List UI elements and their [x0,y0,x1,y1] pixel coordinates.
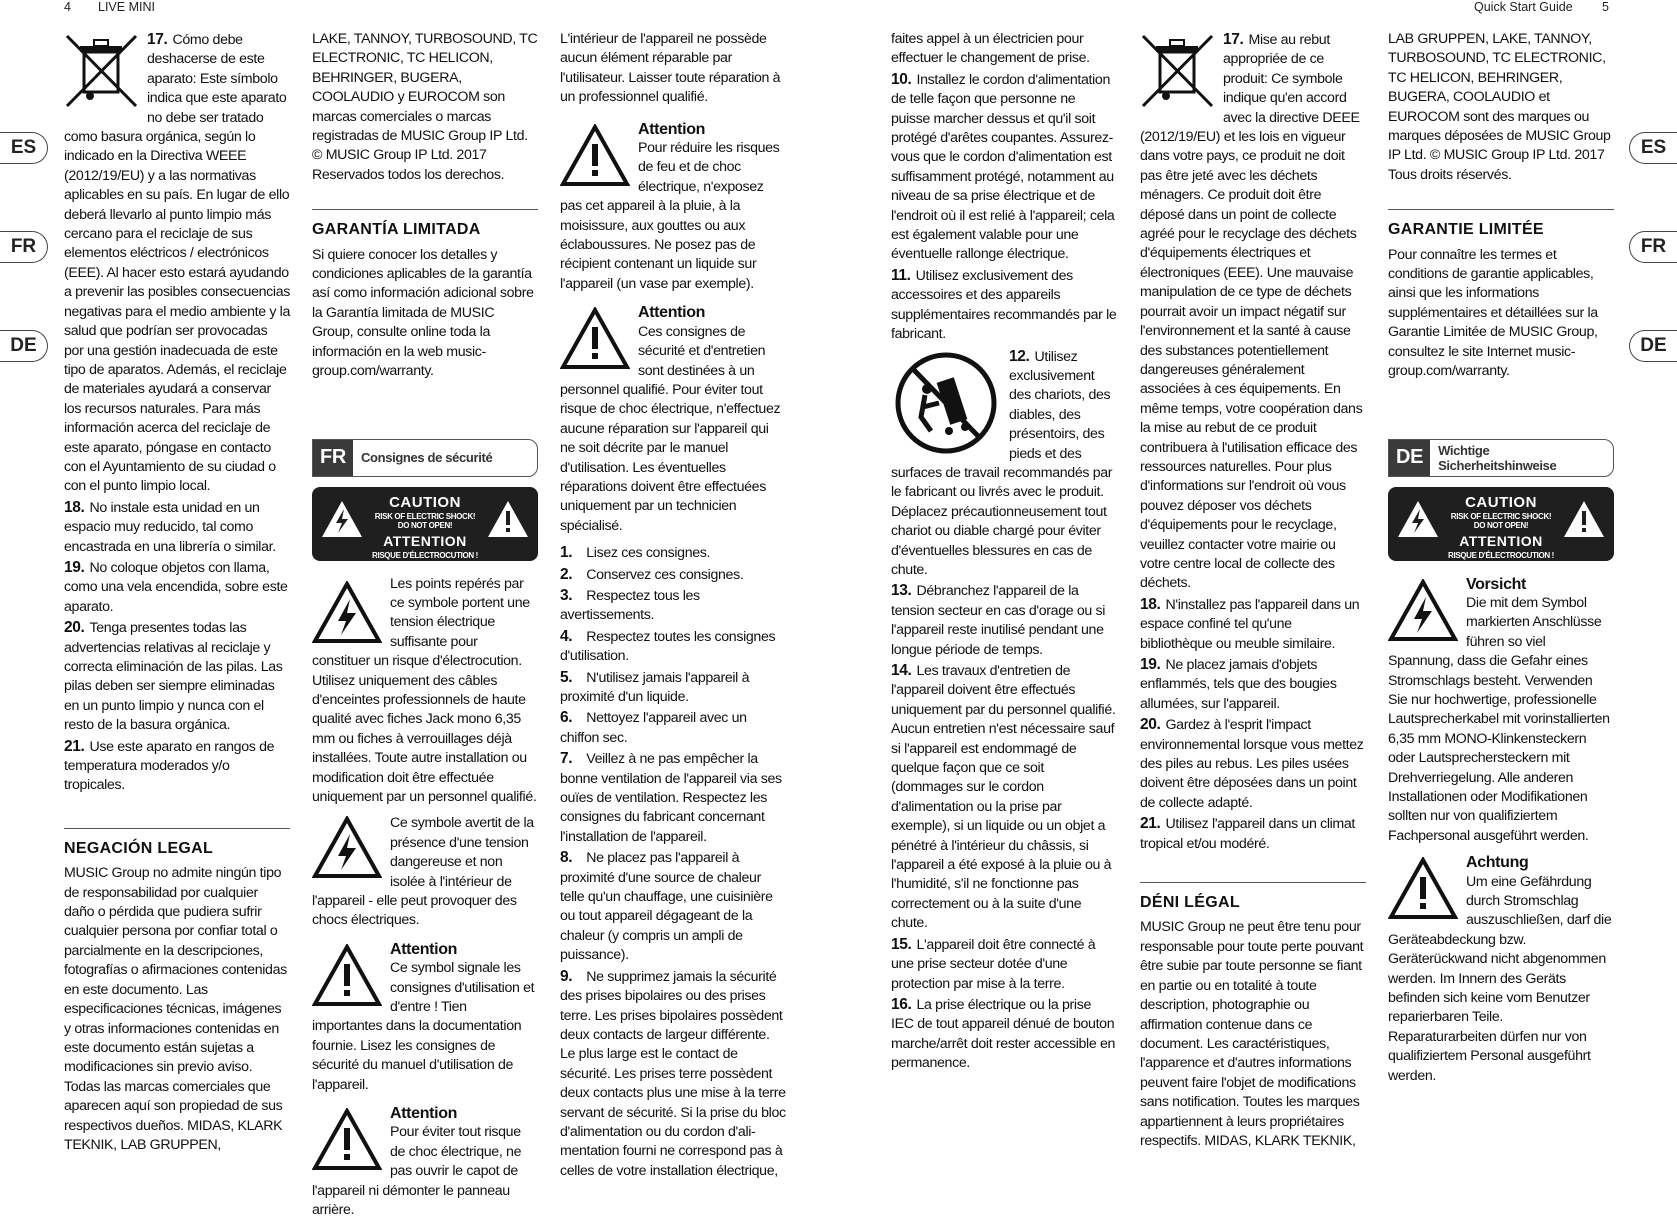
lightning-warning-icon [312,816,382,880]
attention-text: Pour réduire les risques de feu et de choc électrique, n'exposez pas cet appareil à la pluie, à la moisissure, aux gouttes ou aux éclaboussures. Ne posez pas de récipient contenant un liquide sur l'appareil (un vase par exemple). [560,140,780,292]
item-18-number: 18. [64,498,85,516]
disclaimer-text: MUSIC Group no admite ningún tipo de responsabilidad por cualquier daño o pérdida que pudiera sufrir cualquier persona por confiar total o parcialmente en la descripciones, fotografías o afirmaciones contenidas en este documento. Las especificaciones técnicas, imágenes y otras informaciones contenidas en este documento están sujetas a modificaciones sin previo aviso. Todas las marcas comerciales que aparecen aquí son propiedad de sus respectivos dueños. MIDAS, KLARK TEKNIK, LAB GRUPPEN, [64,865,287,1153]
caution-subtitle: RISK OF ELECTRIC SHOCK! [1450,511,1552,521]
warranty-text: Si quiere conocer los detalles y condiciones aplicables de la garantía así como información adicional sobre la Garantía limitada de MUSIC Group, consulte online toda la información en la web music-group.com/warranty. [312,246,534,380]
warranty-heading: GARANTIE LIMITÉE [1388,221,1544,239]
caution-title: CAUTION [1465,493,1537,511]
list-item-number: 4. [560,627,573,645]
list-item-number: 6. [560,709,573,727]
trademark-text: LAB GRUPPEN, LAKE, TANNOY, TURBOSOUND, TC ELECTRONIC, TC HELICON, BEHRINGER, BUGERA, COOLAUDIO et EUROCOM sont des marques ou marques déposées de MUSIC Group IP Ltd. © MUSIC Group IP Ltd. 2017 Tous droits réservés. [1388,31,1611,183]
exclamation-warning-icon [312,944,382,1008]
symbol-paragraph-2: Ce symbole avertit de la présence d'une tension dangereuse et non isolée à l'intérieur de l'appareil - elle peut provoquer des chocs électriques. [312,815,534,929]
list-item-text: Nettoyez l'appareil avec un chiffon sec. [560,710,747,746]
list-item-number: 1. [560,544,573,562]
attention-heading: Attention [638,120,706,138]
side-tab-fr-left[interactable]: FR [0,231,48,263]
list-item-number: 5. [560,668,573,686]
disclaimer-text: MUSIC Group ne peut être tenu pour responsable pour toute perte pouvant être subie par toute personne se fiant en partie ou en totalité à toute description, photographie ou affirmation contenue dans ce document. Les caractéristiques, l'apparence et d'autres informations peuvent faire l'objet de modifications sans notification. Toutes les marques appartiennent à leurs propriétaires respectifs. MIDAS, KLARK TEKNIK, [1140,919,1364,1149]
caution-subtitle: RISK OF ELECTRIC SHOCK! [374,511,476,521]
caution-subtitle-2: DO NOT OPEN! [1473,520,1529,530]
column-fr-5 [1140,30,1366,1152]
weee-bin-icon [64,32,139,110]
list-item-number: 2. [560,565,573,583]
exclamation-warning-icon [560,124,630,188]
item-13-number: 13. [891,582,912,600]
item-19-number: 19. [64,558,85,576]
disclaimer-heading: NEGACIÓN LEGAL [64,839,214,857]
column-fr-4 [891,30,1117,1075]
column-es-1 [64,30,290,1156]
exclamation-warning-icon [1562,499,1606,539]
item-15-number: 15. [891,935,912,953]
item-14-number: 14. [891,662,912,679]
attention-heading: Attention [638,304,706,322]
item-18-number: 18. [1140,595,1161,613]
exclamation-warning-icon [1388,857,1458,921]
attention-heading: Attention [390,1105,458,1123]
column-fr-de-6 [1388,30,1614,1087]
caution-subtitle-2: DO NOT OPEN! [397,520,453,530]
warranty-text: Pour connaître les termes et conditions de garantie applicables, ainsi que les informations supplémentaires et détaillées sur la Garantie Limitée de MUSIC Group, consultez le site Internet music-group.com/warranty. [1388,246,1598,380]
cart-warning-icon [891,351,1001,455]
lightning-warning-icon [1388,579,1458,643]
item-19-number: 19. [1140,656,1161,673]
side-tab-de-left[interactable]: DE [0,330,48,362]
item-21-number: 21. [64,737,85,755]
caution-label [312,487,538,570]
caution-title: CAUTION [389,493,461,511]
list-item-text: Respectez toutes les consignes d'utilisation. [560,628,776,665]
list-item-number: 9. [560,967,573,985]
language-code: FR [313,440,353,476]
divider [64,828,290,829]
side-tab-de-right[interactable]: DE [1629,330,1677,362]
exclamation-warning-icon [312,1108,382,1172]
column-fr-3 [560,30,786,1182]
warranty-heading: GARANTÍA LIMITADA [312,221,481,239]
divider [1388,209,1614,210]
item-17-number: 17. [1223,31,1244,48]
item-18-text: N'installez pas l'appareil dans un espace confiné tel qu'une bibliothèque ou meuble similaire. [1140,596,1360,652]
vorsicht-heading: Vorsicht [1466,575,1527,593]
attention-title: ATTENTION [383,532,467,549]
language-tag-de [1388,439,1614,477]
item-17-number: 17. [147,31,168,48]
item-10-number: 10. [891,70,912,88]
caution-label [1388,487,1614,570]
item-16-number: 16. [891,995,912,1013]
divider [312,209,538,210]
lightning-warning-icon [1396,499,1440,539]
item-20-number: 20. [1140,716,1161,734]
attention-subtitle-2: NE PAS OUVRIR ! [393,560,457,570]
item-12-text: Utilisez exclusivement des chariots, des diables, des présentoirs, des pieds et des surfaces de travail recommandés par le fabricant ou livrés avec le produit. Déplacez précautionneusement tout chariot ou diable chargé pour éviter d'éventuelles blessures en cas de chute. [891,348,1113,578]
list-item-text: N'utilisez jamais l'appareil à proximité d'un liquide. [560,669,750,705]
list-item-text: Veillez à ne pas empêcher la bonne ventilation de l'appareil via ses ouïes de ventilation. Respectez les consignes du fabricant concernant l'installation de l'appareil. [560,751,782,845]
list-item-text: Ne placez pas l'appareil à proximité d'une source de chaleur telle qu'un chauffage, une cuisinière ou tout appareil dégageant de la chaleur (y compris un ampli de puissance). [560,850,773,964]
list-item-text: Lisez ces consignes. [586,545,711,562]
list-item-text: Conservez ces consignes. [586,566,744,583]
item-16-text: La prise électrique ou la prise IEC de tout appareil dénué de bouton marche/arrêt doit rester accessible en permanence. [891,996,1116,1072]
item-21-number: 21. [1140,815,1161,833]
vorsicht-text: Die mit dem Symbol markierten Anschlüsse führen so viel Spannung, dass die Gefahr eines Stromschlags besteht. Verwenden Sie nur hochwertige, professionelle Lautsprecherkabel mit vorinstallierten 6,35 mm MONO-Klinkensteckern oder Lautsprechersteckern mit Drehverriegelung. Alle anderen Installationen oder Modifikationen sollten nur von qualifiziertem Fachpersonal ausgeführt werden. [1388,594,1610,844]
lightning-warning-icon [320,499,364,539]
item-21-text: Utilisez l'appareil dans un climat tropical et/ou modéré. [1140,816,1356,852]
list-item-text: Respectez tous les avertissements. [560,587,700,624]
right-page-title: Quick Start Guide [1474,0,1573,14]
item-11-number: 11. [891,266,911,284]
attention-text: Ce symbol signale les consignes d'utilisation et d'entre ! Tien importantes dans la documentation fournie. Lisez les consignes de sécurité du manuel d'utilisation de l'appareil. [312,960,535,1093]
item-18-text: No instale esta unidad en un espacio muy reducido, tal como encastrada en una librería o similar. [64,499,276,555]
item-17-text: Mise au rebut appropriée de ce produit: Ce symbole indique qu'en accord avec la directive DEEE (2012/19/EU) et les lois en vigueur dans votre pays, ce produit ne doit pas être jeté avec les déchets ménagers. Ce produit doit être déposé dans un point de collecte agréé pour le recyclage des déchets d'équipements électriques et électroniques (EEE). Une mauvaise manipulation de ce type de déchets pourrait avoir un impact négatif sur l'environnement et la santé à cause des substances potentiellement dangereuses généralement associées à ces équipements. En même temps, votre coopération dans la mise au rebut de ce produit contribuera à l'utilisation efficace des ressources naturelles. Pour plus d'informations sur l'endroit où vous pouvez déposer vos déchets d'équipements pour le recyclage, veuillez contacter votre mairie ou votre centre local de collecte des déchets. [1140,32,1363,592]
item-19-text: No coloque objetos con llama, como una vela encendida, sobre este aparato. [64,559,288,615]
item-14-text: Les travaux d'entretien de l'appareil doivent être effectués uniquement par du personnel qualifié. Aucun entretien n'est nécessaire sauf si l'appareil est endommagé de quelque façon que ce soit (dommages sur le cordon d'alimentation ou la prise par exemple), si un liquide ou un objet a pénétré à l'intérieur du châssis, si l'appareil a été exposé à la pluie ou à l'humidité, s'il ne fonctionne pas correctement ou à la suite d'une chute. [891,663,1116,932]
side-tab-es-left[interactable]: ES [0,132,48,164]
item-11-text: Utilisez exclusivement des accessoires et des appareils supplémentaires recommandés par le fabricant. [891,267,1117,343]
list-item-number: 8. [560,849,573,867]
list-item-number: 3. [560,586,573,604]
safety-list [560,543,786,1181]
item-21-text: Use este aparato en rangos de temperatura moderados y/o tropicales. [64,738,275,794]
attention-subtitle: RISQUE D'ÉLECTROCUTION ! [372,551,478,561]
item-17-text: Cómo debe deshacerse de este aparato: Este símbolo indica que este aparato no debe ser tratado como basura orgánica, según lo indicado en la Directiva WEEE (2012/19/EU) y a las normativas aplicables en su país. En lugar de ello deberá llevarlo al punto limpio más cercano para el reciclaje de sus elementos eléctricos / electrónicos (EEE). Al hacer esto estará ayudando a prevenir las posibles consecuencias negativas para el medio ambiente y la salud que podrían ser provocadas por una gestión inadecuada de este tipo de aparatos. Además, el reciclaje de materiales ayudará a conservar los recursos naturales. Para más información acerca del reciclaje de este aparato, póngase en contacto con el Ayuntamiento de su ciudad o con el punto limpio local. [64,32,291,495]
intro-text: L'intérieur de l'appareil ne possède aucun élément réparable par l'utilisateur. Laisser toute réparation à un professionnel qualifié. [560,31,781,106]
language-code: DE [1389,440,1430,476]
left-page-number: 4 [64,0,71,14]
attention-title: ATTENTION [1459,532,1543,549]
language-section-title: Wichtige Sicherheitshinweise [1438,442,1557,473]
item-20-text: Gardez à l'esprit l'impact environnemental lorsque vous mettez des piles au rebus. Les piles usées doivent être déposées dans un point de collecte adapté. [1140,717,1364,811]
achtung-heading: Achtung [1466,854,1529,872]
exclamation-warning-icon [560,307,630,371]
attention-text: Ces consignes de sécurité et d'entretien sont destinées à un personnel qualifié. Pour éviter tout risque de choc électrique, n'effectuez aucune réparation sur l'appareil qui ne soit décrite par le manuel d'utilisation. Les éventuelles réparations doivent être effectuées uniquement par un technicien spécialisé. [560,323,781,534]
list-item-number: 7. [560,750,573,768]
attention-text: Pour éviter tout risque de choc électrique, ne pas ouvrir le capot de l'appareil ni démonter le panneau arrière. [312,1124,522,1219]
right-page-number: 5 [1602,0,1609,14]
exclamation-warning-icon [486,499,530,539]
attention-subtitle-2: NE PAS OUVRIR ! [1469,560,1533,570]
attention-subtitle: RISQUE D'ÉLECTROCUTION ! [1448,551,1554,561]
item-12-number: 12. [1009,347,1030,365]
list-item-text: Ne supprimez jamais la sécurité des prises bipolaires ou des prises terre. Les prises bipolaires possèdent deux contacts de largeur différente. Le plus large est le contact de sécurité. Les prises terre possèdent deux contacts plus une mise à la terre servant de sécurité. Si la prise du bloc d'alimentation ou du cordon d'ali-mentation fourni ne correspond pas à celles de votre installation électrique, [560,968,786,1179]
symbol-paragraph-1: Les points repérés par ce symbole portent une tension électrique suffisante pour constituer un risque d'électrocution. Utilisez uniquement des câbles d'enceintes professionnels de haute qualité avec fiches Jack mono 6,35 mm ou fiches à verrouillages déjà installées. Toute autre installation ou modification doit être effectuée uniquement par un personnel qualifié. [312,575,537,805]
language-tag-fr [312,439,538,477]
attention-heading: Attention [390,940,458,958]
item-15-text: L'appareil doit être connecté à une prise secteur dotée d'une protection par mise à la terre. [891,936,1096,992]
item-10-text: Installez le cordon d'alimentation de telle façon que personne ne puisse marcher dessus et qu'il soit protégé d'arêtes coupantes. Assurez-vous que le cordon d'alimentation est suffisamment protégé, notamment au niveau de sa prise électrique et de l'endroit où il est relié à l'appareil; cela est également valable pour une éventuelle rallonge électrique. [891,71,1115,263]
item-20-text: Tenga presentes todas las advertencias relativas al reciclaje y correcta eliminación de las pilas. Las pilas deben ser siempre eliminadas en un punto limpio y nunca con el resto de la basura orgánica. [64,620,283,734]
column-es-fr-2 [312,30,538,1222]
language-section-title: Consignes de sécurité [360,450,493,465]
lightning-warning-icon [312,581,382,645]
divider [1140,882,1366,883]
left-page-title: LIVE MINI [98,0,155,14]
intro-text: faites appel à un électricien pour effectuer le changement de prise. [891,31,1090,67]
weee-bin-icon [1140,32,1215,110]
item-19-text: Ne placez jamais d'objets enflammés, tels que des bougies allumées, sur l'appareil. [1140,657,1337,712]
item-20-number: 20. [64,619,85,637]
side-tab-es-right[interactable]: ES [1629,132,1677,164]
trademark-text: LAKE, TANNOY, TURBOSOUND, TC ELECTRONIC, TC HELICON, BEHRINGER, BUGERA, COOLAUDIO y EUROCOM son marcas comerciales o marcas registradas de MUSIC Group IP Ltd. © MUSIC Group IP Ltd. 2017 Reservados todos los derechos. [312,31,538,183]
achtung-text: Um eine Gefährdung durch Stromschlag auszuschließen, darf die Geräteabdeckung bzw. Geräterückwand nicht abgenommen werden. Im Innern des Geräts befinden sich keine vom Benutzer reparierbaren Teile. Reparaturarbeiten dürfen nur von qualifiziertem Personal ausgeführt werden. [1388,873,1612,1084]
item-13-text: Débranchez l'appareil de la tension secteur en cas d'orage ou si l'appareil reste inutilisé pendant une longue période de temps. [891,583,1106,658]
side-tab-fr-right[interactable]: FR [1629,231,1677,263]
disclaimer-heading: DÉNI LÉGAL [1140,894,1240,912]
